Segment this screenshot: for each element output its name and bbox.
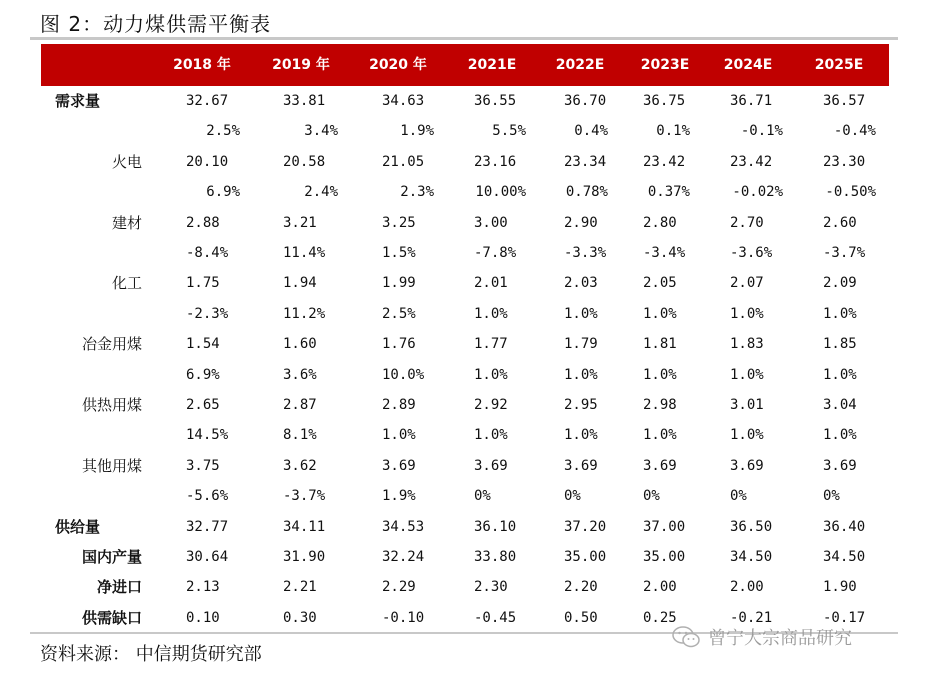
table-cell: 1.54 [186, 336, 220, 353]
table-cell: 2.60 [823, 214, 857, 231]
table-cell: 6.9% [186, 366, 220, 383]
table-cell: 0.25 [643, 609, 677, 626]
table-cell: -0.02% [732, 184, 783, 201]
table-row [0, 512, 925, 542]
table-cell: 1.0% [643, 305, 677, 322]
table-cell: 30.64 [186, 549, 229, 565]
table-row [0, 268, 925, 298]
table-cell: 0% [823, 488, 840, 505]
table-cell: 1.0% [474, 427, 508, 444]
table-cell: 1.99 [382, 275, 416, 292]
table-cell: 6.9% [206, 184, 240, 201]
table-cell: 0.1% [656, 123, 690, 140]
table-cell: 2.13 [186, 579, 220, 596]
table-cell: 20.10 [186, 153, 229, 170]
table-cell: 1.0% [564, 427, 598, 444]
table-cell: 10.00% [475, 184, 526, 201]
table-cell: 23.30 [823, 153, 866, 170]
table-cell: 3.25 [382, 214, 416, 231]
top-divider [30, 37, 898, 40]
table-cell: 36.50 [730, 518, 773, 535]
table-cell: -0.50% [825, 184, 876, 201]
header-cell: 2019 年 [272, 57, 330, 73]
table-cell: 3.4% [304, 123, 338, 140]
table-cell: 1.0% [643, 366, 677, 383]
table-cell: 0.50 [564, 609, 598, 626]
table-row [0, 299, 925, 329]
table-cell: 2.5% [206, 123, 240, 140]
table-cell: 2.80 [643, 214, 677, 231]
table-cell: 1.0% [730, 427, 764, 444]
table-cell: 2.87 [283, 397, 317, 413]
table-cell: 2.88 [186, 214, 220, 231]
table-cell: 2.03 [564, 275, 598, 292]
table-cell: 2.65 [186, 397, 220, 413]
table-cell: 0.30 [283, 609, 317, 626]
table-cell: 3.69 [382, 457, 416, 474]
table-cell: 0.37% [647, 184, 690, 201]
table-cell: 0% [564, 488, 581, 505]
row-label: 国内产量 [81, 548, 142, 566]
table-cell: -0.21 [730, 609, 773, 626]
watermark [672, 624, 852, 650]
table-cell: -0.45 [474, 609, 517, 626]
table-cell: 3.69 [643, 457, 677, 474]
header-cell: 2020 年 [369, 57, 427, 73]
table-cell: 2.98 [643, 397, 677, 413]
table-row [0, 116, 925, 146]
table-cell: 3.69 [730, 457, 764, 474]
table-cell: 11.4% [283, 245, 326, 261]
table-cell: 1.85 [823, 336, 857, 353]
table-cell: 3.69 [823, 457, 857, 474]
table-cell: -0.4% [833, 123, 876, 140]
table-cell: 0% [474, 488, 491, 505]
table-cell: 32.77 [186, 518, 229, 535]
table-cell: 36.71 [730, 93, 773, 109]
table-cell: 3.00 [474, 214, 508, 231]
table-cell: 1.0% [823, 305, 857, 322]
table-cell: 2.90 [564, 214, 598, 231]
table-cell: 1.5% [382, 245, 416, 261]
table-row [0, 572, 925, 602]
row-label: 化工 [111, 274, 142, 293]
table-cell: 2.00 [730, 579, 764, 596]
table-cell: 37.00 [643, 518, 686, 535]
header-cell: 2025E [814, 57, 864, 73]
table-cell: -0.17 [823, 609, 866, 626]
table-cell: 0.10 [186, 609, 220, 626]
table-cell: 33.81 [283, 93, 326, 109]
table-cell: 2.70 [730, 214, 764, 231]
table-cell: 2.4% [304, 184, 338, 201]
table-cell: 3.01 [730, 397, 764, 413]
table-cell: 35.00 [564, 549, 607, 565]
table-cell: 1.9% [400, 123, 434, 140]
row-label: 其他用煤 [81, 456, 142, 475]
table-cell: 1.94 [283, 275, 317, 292]
header-cell: 2021E [467, 57, 517, 73]
row-label: 火电 [111, 152, 142, 171]
table-cell: 5.5% [492, 123, 526, 140]
table-cell: 1.0% [382, 427, 416, 444]
table-cell: 3.6% [283, 366, 317, 383]
table-cell: 1.9% [382, 488, 416, 505]
source-note: 资料来源： 中信期货研究部 [40, 644, 262, 665]
table-cell: -7.8% [474, 245, 517, 261]
row-label: 供需缺口 [81, 608, 142, 627]
table-cell: -2.3% [186, 305, 229, 322]
table-cell: 3.21 [283, 214, 317, 231]
table-cell: 2.5% [382, 305, 416, 322]
table-cell: 1.0% [730, 366, 764, 383]
table-cell: 2.07 [730, 275, 764, 292]
table-cell: 1.60 [283, 336, 317, 353]
table-cell: 21.05 [382, 153, 425, 170]
table-row [0, 420, 925, 450]
table-cell: 23.16 [474, 153, 517, 170]
table-cell: 36.70 [564, 93, 607, 109]
table-row [0, 390, 925, 420]
table-cell: 2.05 [643, 275, 677, 292]
table-cell: -5.6% [186, 488, 229, 505]
table-cell: 0.78% [565, 184, 608, 201]
table-cell: 0% [730, 488, 747, 505]
table-cell: 14.5% [186, 427, 229, 444]
table-cell: 36.75 [643, 93, 686, 109]
row-label: 建材 [111, 213, 142, 232]
table-cell: 36.40 [823, 518, 866, 535]
table-cell: 0.4% [574, 123, 608, 140]
table-cell: 1.0% [474, 305, 508, 322]
table-cell: -3.7% [283, 488, 326, 505]
row-label: 冶金用煤 [81, 335, 142, 354]
table-cell: 23.34 [564, 153, 607, 170]
table-cell: -3.6% [730, 245, 773, 261]
table-cell: 33.80 [474, 549, 517, 565]
row-label: 需求量 [55, 92, 101, 110]
table-cell: 1.0% [730, 305, 764, 322]
table-cell: 2.01 [474, 275, 508, 292]
table-cell: 3.62 [283, 457, 317, 474]
table-cell: 31.90 [283, 549, 326, 565]
table-cell: -3.7% [823, 245, 866, 261]
table-cell: 2.95 [564, 397, 598, 413]
table-cell: 0% [643, 488, 660, 505]
table-cell: 1.75 [186, 275, 220, 292]
table-cell: 1.0% [823, 366, 857, 383]
table-cell: 36.10 [474, 518, 517, 535]
table-row [0, 360, 925, 390]
table-cell: 2.89 [382, 397, 416, 413]
table-cell: 1.0% [643, 427, 677, 444]
table-cell: 36.55 [474, 93, 517, 109]
table-row [0, 147, 925, 177]
wechat-icon [672, 626, 700, 648]
table-header [41, 44, 889, 86]
table-cell: 34.50 [823, 549, 866, 565]
table-row [0, 451, 925, 481]
table-cell: 1.81 [643, 336, 677, 353]
table-cell: 1.0% [823, 427, 857, 444]
table-cell: 23.42 [730, 153, 773, 170]
table-cell: 2.92 [474, 397, 508, 413]
table-cell: 32.24 [382, 549, 425, 565]
table-cell: 2.21 [283, 579, 317, 596]
table-cell: 34.11 [283, 518, 326, 535]
table-cell: -3.3% [564, 245, 607, 261]
table-cell: 32.67 [186, 93, 229, 109]
table-cell: 3.75 [186, 457, 220, 474]
table-cell: 35.00 [643, 549, 686, 565]
table-cell: 2.30 [474, 579, 508, 596]
table-cell: 37.20 [564, 518, 607, 535]
table-row [0, 481, 925, 511]
table-cell: 2.20 [564, 579, 598, 596]
table-cell: 8.1% [283, 427, 317, 444]
table-row [0, 177, 925, 207]
table-cell: 1.79 [564, 336, 598, 353]
table-cell: -8.4% [186, 245, 229, 261]
table-cell: 34.53 [382, 518, 425, 535]
table-row [0, 542, 925, 572]
table-cell: 2.00 [643, 579, 677, 596]
table-cell: 3.04 [823, 397, 857, 413]
table-cell: 36.57 [823, 93, 866, 109]
table-cell: 2.29 [382, 579, 416, 596]
table-cell: 1.76 [382, 336, 416, 353]
table-cell: -0.1% [740, 123, 783, 140]
row-label: 供热用煤 [81, 396, 142, 414]
table-cell: 20.58 [283, 153, 326, 170]
table-cell: 1.90 [823, 579, 857, 596]
table-row [0, 238, 925, 268]
table-row [0, 329, 925, 359]
table-cell: 10.0% [382, 366, 425, 383]
table-cell: -0.10 [382, 609, 425, 626]
table-cell: 2.09 [823, 275, 857, 292]
table-cell: 23.42 [643, 153, 686, 170]
table-cell: 2.3% [400, 184, 434, 201]
header-cell: 2023E [640, 57, 690, 73]
row-label: 净进口 [96, 578, 142, 597]
table-cell: 1.0% [564, 305, 598, 322]
header-cell: 2018 年 [173, 57, 231, 73]
table-cell: 3.69 [474, 457, 508, 474]
header-cell: 2024E [723, 57, 773, 73]
table-cell: -3.4% [643, 245, 686, 261]
table-row [0, 208, 925, 238]
table-cell: 1.83 [730, 336, 764, 353]
figure-title: 图 2：动力煤供需平衡表 [40, 12, 272, 36]
table-cell: 34.63 [382, 93, 425, 109]
table-cell: 1.0% [474, 366, 508, 383]
table-cell: 1.77 [474, 336, 508, 353]
header-cell: 2022E [555, 57, 605, 73]
row-label: 供给量 [55, 517, 101, 536]
watermark-text: 曾宁大宗商品研究 [708, 628, 852, 649]
table-cell: 34.50 [730, 549, 773, 565]
table-cell: 11.2% [283, 305, 326, 322]
table-row [0, 86, 925, 116]
table-cell: 3.69 [564, 457, 598, 474]
table-cell: 1.0% [564, 366, 598, 383]
